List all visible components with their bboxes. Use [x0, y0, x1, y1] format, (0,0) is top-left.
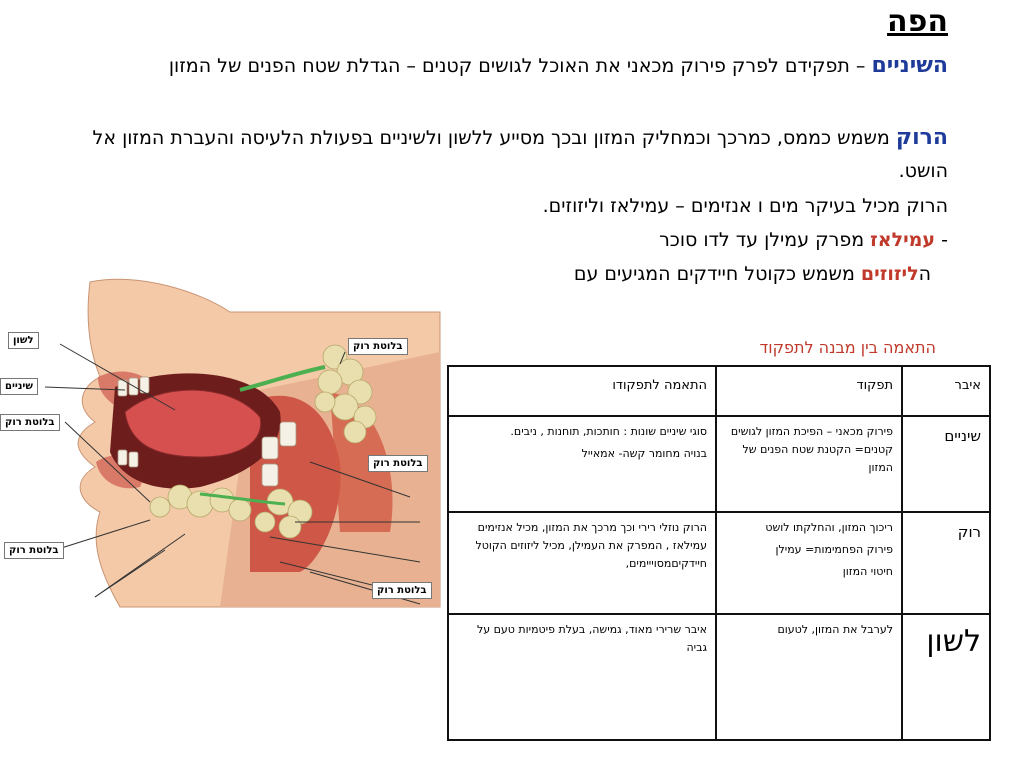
function-text: פירוק הפחמימות= עמילן — [775, 543, 893, 556]
adaptation-cell — [448, 416, 716, 512]
function-text: ריכוך המזון, והחלקתו לושט — [765, 521, 893, 534]
table-row — [448, 512, 990, 614]
adaptation-cell — [448, 512, 716, 614]
header-adaptation: התאמה לתפקודו — [448, 366, 716, 416]
saliva-paragraph — [68, 121, 948, 188]
lysozyme-text: משמש כקוטל חיידקים המגיעים עם — [573, 263, 861, 285]
amylase-prefix: - — [935, 229, 948, 251]
adaptation-cell — [448, 614, 716, 740]
saliva-composition-line: הרוק מכיל בעיקר מים ו אנזימים – עמילאז וליזוזים. — [542, 195, 948, 217]
adaptation-text: הרוק נוזלי רירי וכך מרכך את המזון, מכיל אנזימים עמילאז , המפרק את העמילן, מכיל ליזוזים הקוטל חיידקיםמסוייימים, — [475, 521, 707, 570]
lysozyme-prefix: ה — [918, 263, 931, 285]
function-text: לערבל את המזון, לטעום — [777, 623, 893, 636]
function-cell — [716, 614, 902, 740]
label-salivary-gland-2: בלוטת רוק — [4, 542, 64, 559]
mouth-anatomy-illustration — [0, 272, 460, 612]
label-tongue: לשון — [8, 332, 39, 349]
adaptation-text: בנויה מחומר קשה- אמאייל — [581, 447, 707, 460]
header-organ: איבר — [902, 366, 990, 416]
lysozyme-keyword: ליזוזים — [860, 263, 919, 285]
amylase-line — [659, 229, 948, 251]
saliva-text: משמש כממס, כמרכך וכמחליק המזון ובכך מסייע ללשון ולשיניים בפעולת הלעיסה והעברת המזון אל הושט. — [92, 127, 948, 182]
teeth-keyword: השיניים — [871, 53, 948, 78]
function-cell — [716, 416, 902, 512]
table-row — [448, 614, 990, 740]
organ-cell: שיניים — [902, 416, 990, 512]
organ-cell: לשון — [902, 614, 990, 740]
function-text: פירוק מכאני – הפיכת המזון לגושים קטנים= הקטנת שטח הפנים של המזון — [730, 425, 893, 474]
adaptation-text: איבר שרירי מאוד, גמישה, בעלת פיטמיות טעם על גביה — [476, 623, 707, 654]
table-caption: התאמה בין מבנה לתפקוד — [759, 338, 936, 357]
saliva-keyword: הרוק — [895, 125, 948, 150]
table-row — [448, 416, 990, 512]
label-teeth: שיניים — [0, 378, 38, 395]
organ-cell: רוק — [902, 512, 990, 614]
adaptation-text: סוגי שיניים שונות : חותכות, תוחנות , ניבים. — [510, 425, 707, 438]
structure-function-table — [447, 365, 991, 741]
page-title: הפה — [887, 4, 948, 39]
label-salivary-gland-3: בלוטת רוק — [348, 338, 408, 355]
amylase-keyword: עמילאז — [870, 229, 936, 251]
lysozyme-line — [431, 263, 931, 285]
header-function: תפקוד — [716, 366, 902, 416]
teeth-paragraph — [68, 49, 948, 83]
function-text: חיטוי המזון — [842, 565, 893, 578]
teeth-text: – תפקידם לפרק פירוק מכאני את האוכל לגושים קטנים – הגדלת שטח הפנים של המזון — [168, 55, 872, 77]
anatomy-drawing — [0, 272, 460, 612]
function-cell — [716, 512, 902, 614]
amylase-text: מפרק עמילן עד לדו סוכר — [659, 229, 871, 251]
label-salivary-gland-1: בלוטת רוק — [0, 414, 60, 431]
table-header-row — [448, 366, 990, 416]
label-salivary-gland-4: בלוטת רוק — [368, 455, 428, 472]
label-salivary-gland-5: בלוטת רוק — [372, 582, 432, 599]
